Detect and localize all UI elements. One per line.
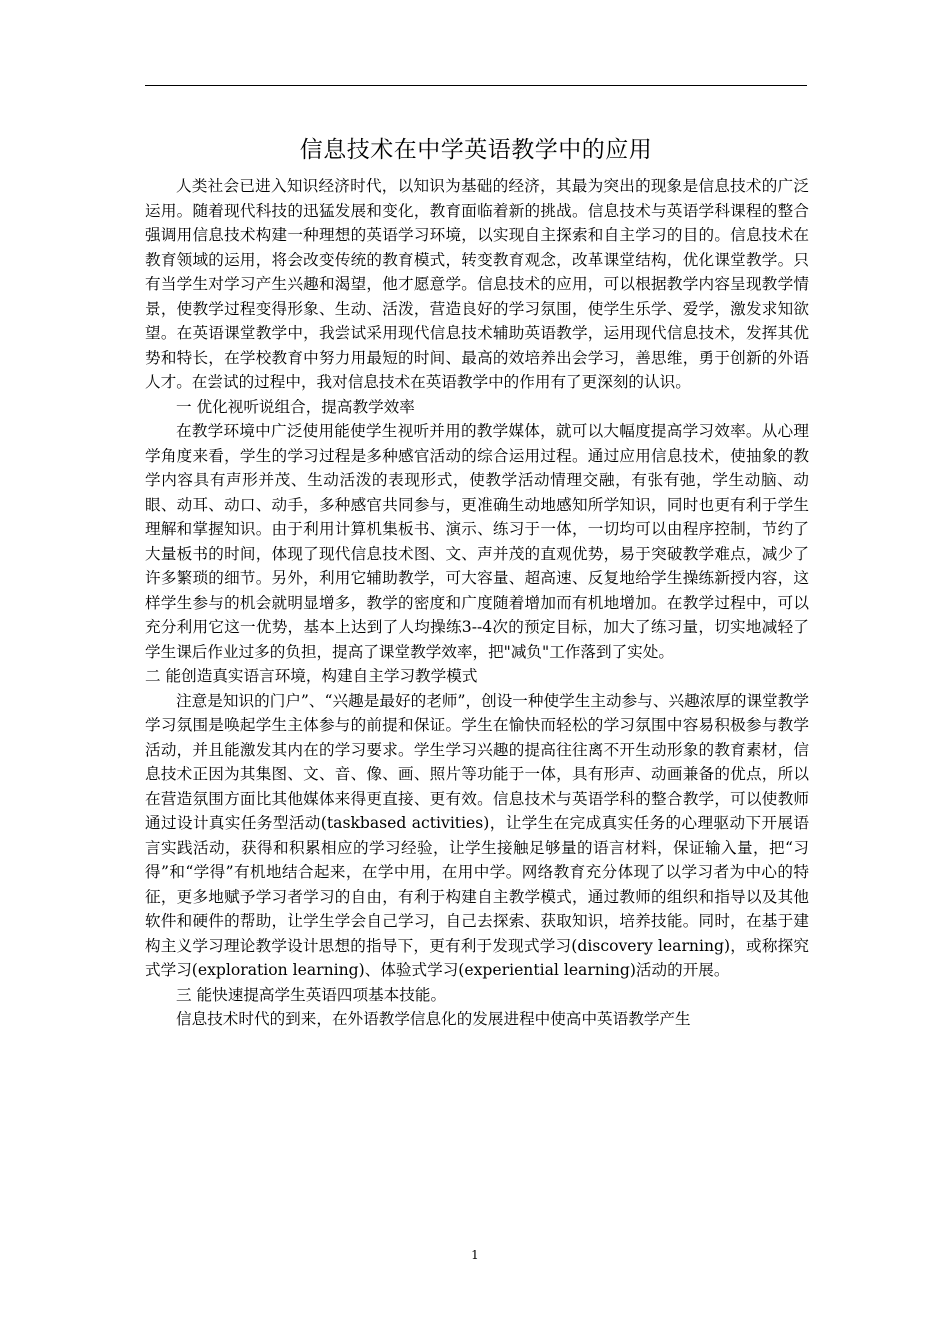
page-number: 1 bbox=[471, 1248, 479, 1262]
section-2-heading: 二 能创造真实语言环境，构建自主学习教学模式 bbox=[145, 667, 478, 685]
section-1-paragraph: 在教学环境中广泛使用能使学生视听并用的教学媒体，就可以大幅度提高学习效率。从心理学角度来看，学生的学习过程是多种感官活动的综合运用过程。通过应用信息技术，使抽象的教学内容具有声形并茂、生动活泼的表现形式，使教学活动情理交融，有张有弛，学生动脑、动眼、动耳、动口、动手，多种感官共同参与，更准确生动地感知所学知识，同时也更有利于学生理解和掌握知识。由于利用计算机集板书、演示、练习于一体，一切均可以由程序控制，节约了大量板书的时间，体现了现代信息技术图、文、声并茂的直观优势，易于突破教学难点，减少了许多繁琐的细节。另外，利用它辅助教学，可大容量、超高速、反复地给学生操练新授内容，这样学生参与的机会就明显增多，教学的密度和广度随着增加而有机地增加。在教学过程中，可以充分利用它这一优势，基本上达到了人均操练3--4次的预定目标，加大了练习量，切实地减轻了学生课后作业过多的负担，提高了课堂教学效率，把"减负"工作落到了实处。 bbox=[145, 422, 809, 661]
document-title: 信息技术在中学英语教学中的应用 bbox=[299, 137, 653, 163]
intro-paragraph: 人类社会已进入知识经济时代，以知识为基础的经济，其最为突出的现象是信息技术的广泛运用。随着现代科技的迅猛发展和变化，教育面临着新的挑战。信息技术与英语学科课程的整合强调用信息技术构建一种理想的英语学习环境，以实现自主探索和自主学习的目的。信息技术在教育领域的运用，将会改变传统的教育模式，转变教育观念，改革课堂结构，优化课堂教学。只有当学生对学习产生兴趣和渴望，他才愿意学。信息技术的应用，可以根据教学内容呈现教学情景，使教学过程变得形象、生动、活泼，营造良好的学习氛围，使学生乐学、爱学，激发求知欲望。在英语课堂教学中，我尝试采用现代信息技术辅助英语教学，运用现代信息技术，发挥其优势和特长，在学校教育中努力用最短的时间、最高的效培养出会学习，善思维，勇于创新的外语人才。在尝试的过程中，我对信息技术在英语教学中的作用有了更深刻的认识。 bbox=[145, 177, 809, 391]
section-3-heading: 三 能快速提高学生英语四项基本技能。 bbox=[176, 985, 447, 1004]
section-2-paragraph: 注意是知识的门户”、“兴趣是最好的老师”，创设一种使学生主动参与、兴趣浓厚的课堂教学学习氛围是唤起学生主体参与的前提和保证。学生在愉快而轻松的学习氛围中容易积极参与教学活动，并且能激发其内在的学习要求。学生学习兴趣的提高往往离不开生动形象的教育素材，信息技术正因为其集图、文、音、像、画、照片等功能于一体，具有形声、动画兼备的优点，所以在营造氛围方面比其他媒体来得更直接、更有效。信息技术与英语学科的整合教学，可以使教师通过设计真实任务型活动(taskbased activities)，让学生在完成真实任务的心理驱动下开展语言实践活动，获得和积累相应的学习经验，让学生接触足够量的语言材料，保证输入量，把“习得”和“学得”有机地结合起来，在学中用，在用中学。网络教育充分体现了以学习者为中心的特征，更多地赋予学习者学习的自由，有利于构建自主教学模式，通过教师的组织和指导以及其他软件和硬件的帮助，让学生学会自己学习，自己去探索、获取知识，培养技能。同时，在基于建构主义学习理论教学设计思想的指导下，更有利于发现式学习(discovery learning)，或称探究式学习(exploration learning)、体验式学习(experiential learning)活动的开展。 bbox=[145, 691, 809, 979]
section-1-heading: 一 优化视听说组合，提高教学效率 bbox=[176, 397, 415, 416]
document-body bbox=[145, 174, 809, 1032]
header-rule bbox=[145, 85, 807, 86]
section-3-paragraph: 信息技术时代的到来，在外语教学信息化的发展进程中使高中英语教学产生 bbox=[176, 1010, 691, 1028]
